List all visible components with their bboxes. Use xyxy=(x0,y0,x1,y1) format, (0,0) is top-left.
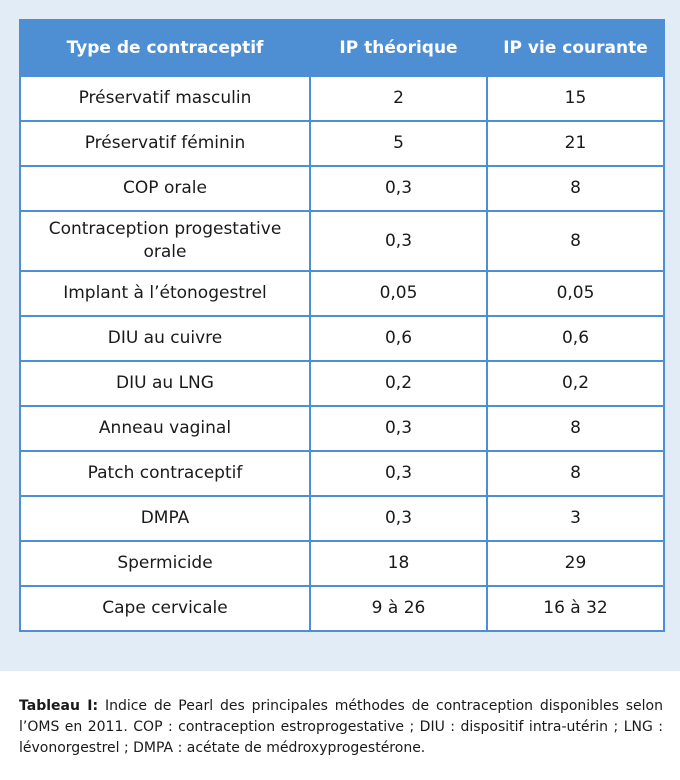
cell-ip-theorique: 9 à 26 xyxy=(310,586,487,631)
cell-ip-vie-courante: 0,05 xyxy=(487,271,664,316)
table-row xyxy=(20,316,664,361)
cell-type: Anneau vaginal xyxy=(20,406,310,451)
cell-ip-vie-courante: 8 xyxy=(487,406,664,451)
cell-ip-theorique: 0,3 xyxy=(310,211,487,271)
cell-ip-vie-courante: 8 xyxy=(487,211,664,271)
pearl-index-table xyxy=(19,19,665,632)
caption-label: Tableau I: xyxy=(19,698,99,714)
table-row xyxy=(20,271,664,316)
cell-type: DIU au cuivre xyxy=(20,316,310,361)
cell-ip-vie-courante: 8 xyxy=(487,451,664,496)
cell-type: Spermicide xyxy=(20,541,310,586)
cell-ip-vie-courante: 0,2 xyxy=(487,361,664,406)
table-row xyxy=(20,211,664,271)
cell-type: DIU au LNG xyxy=(20,361,310,406)
table-row xyxy=(20,166,664,211)
cell-type: Préservatif féminin xyxy=(20,121,310,166)
header-type: Type de contraceptif xyxy=(20,20,310,76)
caption-text: Indice de Pearl des principales méthodes de contraception disponibles selon l’OMS en 2011. COP : contraception estroprogestative ; DIU : dispositif intra-utérin ; LNG : lévonorgestrel ; DMPA : acétate de médroxyprogestérone. xyxy=(19,698,663,756)
cell-ip-theorique: 5 xyxy=(310,121,487,166)
cell-ip-theorique: 0,3 xyxy=(310,496,487,541)
cell-ip-vie-courante: 15 xyxy=(487,76,664,121)
cell-ip-theorique: 0,6 xyxy=(310,316,487,361)
cell-type: Implant à l’étonogestrel xyxy=(20,271,310,316)
cell-ip-theorique: 18 xyxy=(310,541,487,586)
cell-type: COP orale xyxy=(20,166,310,211)
cell-type: Contraception progestative orale xyxy=(20,211,310,271)
cell-ip-vie-courante: 16 à 32 xyxy=(487,586,664,631)
table-row xyxy=(20,541,664,586)
cell-type: Préservatif masculin xyxy=(20,76,310,121)
header-row xyxy=(20,20,664,76)
cell-type: Cape cervicale xyxy=(20,586,310,631)
cell-ip-vie-courante: 21 xyxy=(487,121,664,166)
cell-ip-vie-courante: 8 xyxy=(487,166,664,211)
table-row xyxy=(20,451,664,496)
cell-ip-theorique: 0,3 xyxy=(310,451,487,496)
header-ip-vie-courante: IP vie courante xyxy=(487,20,664,76)
cell-ip-theorique: 0,3 xyxy=(310,166,487,211)
cell-ip-vie-courante: 3 xyxy=(487,496,664,541)
table-row xyxy=(20,496,664,541)
cell-type: DMPA xyxy=(20,496,310,541)
header-ip-theorique: IP théorique xyxy=(310,20,487,76)
table-row xyxy=(20,121,664,166)
cell-ip-theorique: 0,2 xyxy=(310,361,487,406)
table-row xyxy=(20,406,664,451)
cell-ip-theorique: 0,3 xyxy=(310,406,487,451)
cell-ip-theorique: 0,05 xyxy=(310,271,487,316)
cell-ip-vie-courante: 0,6 xyxy=(487,316,664,361)
table-row xyxy=(20,76,664,121)
table-row xyxy=(20,586,664,631)
cell-ip-vie-courante: 29 xyxy=(487,541,664,586)
cell-ip-theorique: 2 xyxy=(310,76,487,121)
table-caption xyxy=(19,696,663,759)
table-row xyxy=(20,361,664,406)
cell-type: Patch contraceptif xyxy=(20,451,310,496)
